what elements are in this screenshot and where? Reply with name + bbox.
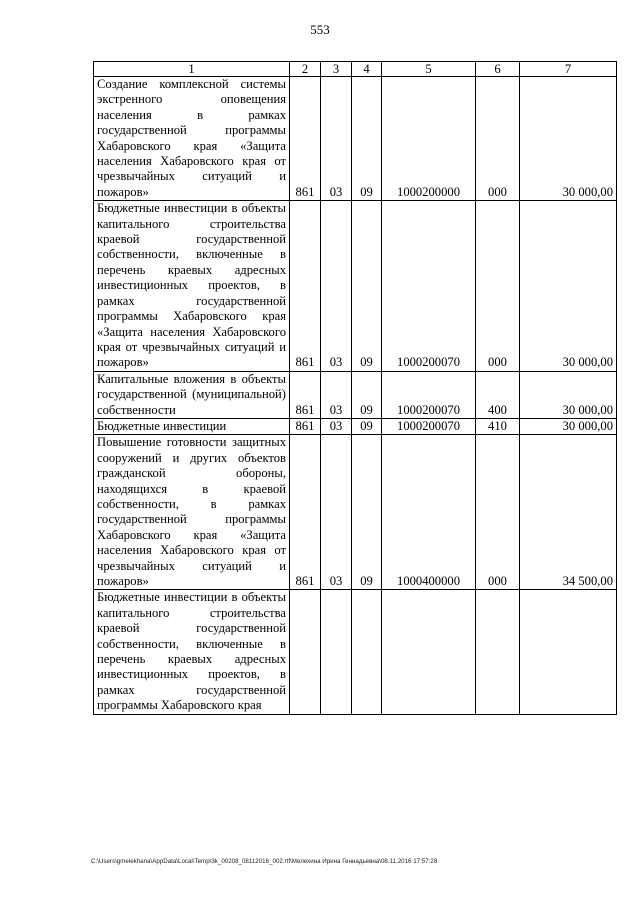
cell-section: 03 [321,201,352,371]
cell-ministry-code: 861 [290,201,321,371]
cell-subsection: 09 [352,201,382,371]
row-name: Создание комплексной системы экстренного оповещения населения в рамках государственной программы Хабаровского края «Защита населения Хабаровского края от чрезвычайных ситуаций и пожаров» [94,77,290,201]
table-row [94,418,617,434]
cell-target-article: 1000200070 [382,201,476,371]
header-cell: 3 [321,62,352,77]
header-row [94,62,617,77]
cell-expense-type: 410 [476,418,520,434]
table-row [94,435,617,590]
cell-section: 03 [321,77,352,201]
table-row [94,590,617,714]
cell-subsection: 09 [352,371,382,418]
cell-ministry-code: 861 [290,77,321,201]
cell-ministry-code: 861 [290,435,321,590]
cell-expense-type: 000 [476,77,520,201]
cell-amount: 30 000,00 [520,418,617,434]
cell-ministry-code: 861 [290,371,321,418]
cell-target-article: 1000200070 [382,418,476,434]
cell-ministry-code: 861 [290,418,321,434]
cell-amount: 34 500,00 [520,435,617,590]
cell-amount [520,590,617,714]
table-row [94,201,617,371]
header-cell: 4 [352,62,382,77]
cell-ministry-code [290,590,321,714]
table-row [94,371,617,418]
header-cell: 5 [382,62,476,77]
row-name: Повышение готовности защитных сооружений и других объектов гражданской обороны, находящихся в краевой собственности, в рамках государственной программы Хабаровского края «Защита населения Хабаровского края от чрезвычайных ситуаций и пожаров» [94,435,290,590]
cell-amount: 30 000,00 [520,201,617,371]
cell-expense-type: 000 [476,435,520,590]
cell-section: 03 [321,371,352,418]
cell-section: 03 [321,435,352,590]
cell-target-article: 1000200000 [382,77,476,201]
cell-subsection: 09 [352,418,382,434]
table-row [94,77,617,201]
cell-expense-type [476,590,520,714]
budget-table [93,61,617,715]
file-path-footer: C:\Users\gmelekhana\AppData\Local\Temp\3k_00208_08112016_002.rtf\Мелехина Ирина Геннадьевна\08.11.2016 17:57:28 [91,858,438,865]
header-cell: 6 [476,62,520,77]
row-name: Бюджетные инвестиции [94,418,290,434]
cell-subsection [352,590,382,714]
row-name: Капитальные вложения в объекты государственной (муниципальной) собственности [94,371,290,418]
cell-target-article [382,590,476,714]
cell-subsection: 09 [352,435,382,590]
cell-expense-type: 400 [476,371,520,418]
row-name: Бюджетные инвестиции в объекты капитального строительства краевой государственной собственности, включенные в перечень краевых адресных инвестиционных проектов, в рамках государственной программы Хабаровского края «Защита населения Хабаровского края от чрезвычайных ситуаций и пожаров» [94,201,290,371]
cell-section [321,590,352,714]
cell-section: 03 [321,418,352,434]
cell-target-article: 1000400000 [382,435,476,590]
cell-subsection: 09 [352,77,382,201]
cell-expense-type: 000 [476,201,520,371]
cell-amount: 30 000,00 [520,77,617,201]
page-number: 553 [310,22,330,37]
header-cell: 2 [290,62,321,77]
header-cell: 1 [94,62,290,77]
cell-target-article: 1000200070 [382,371,476,418]
cell-amount: 30 000,00 [520,371,617,418]
header-cell: 7 [520,62,617,77]
row-name: Бюджетные инвестиции в объекты капитального строительства краевой государственной собственности, включенные в перечень краевых адресных инвестиционных проектов, в рамках государственной программы Хабаровского края [94,590,290,714]
